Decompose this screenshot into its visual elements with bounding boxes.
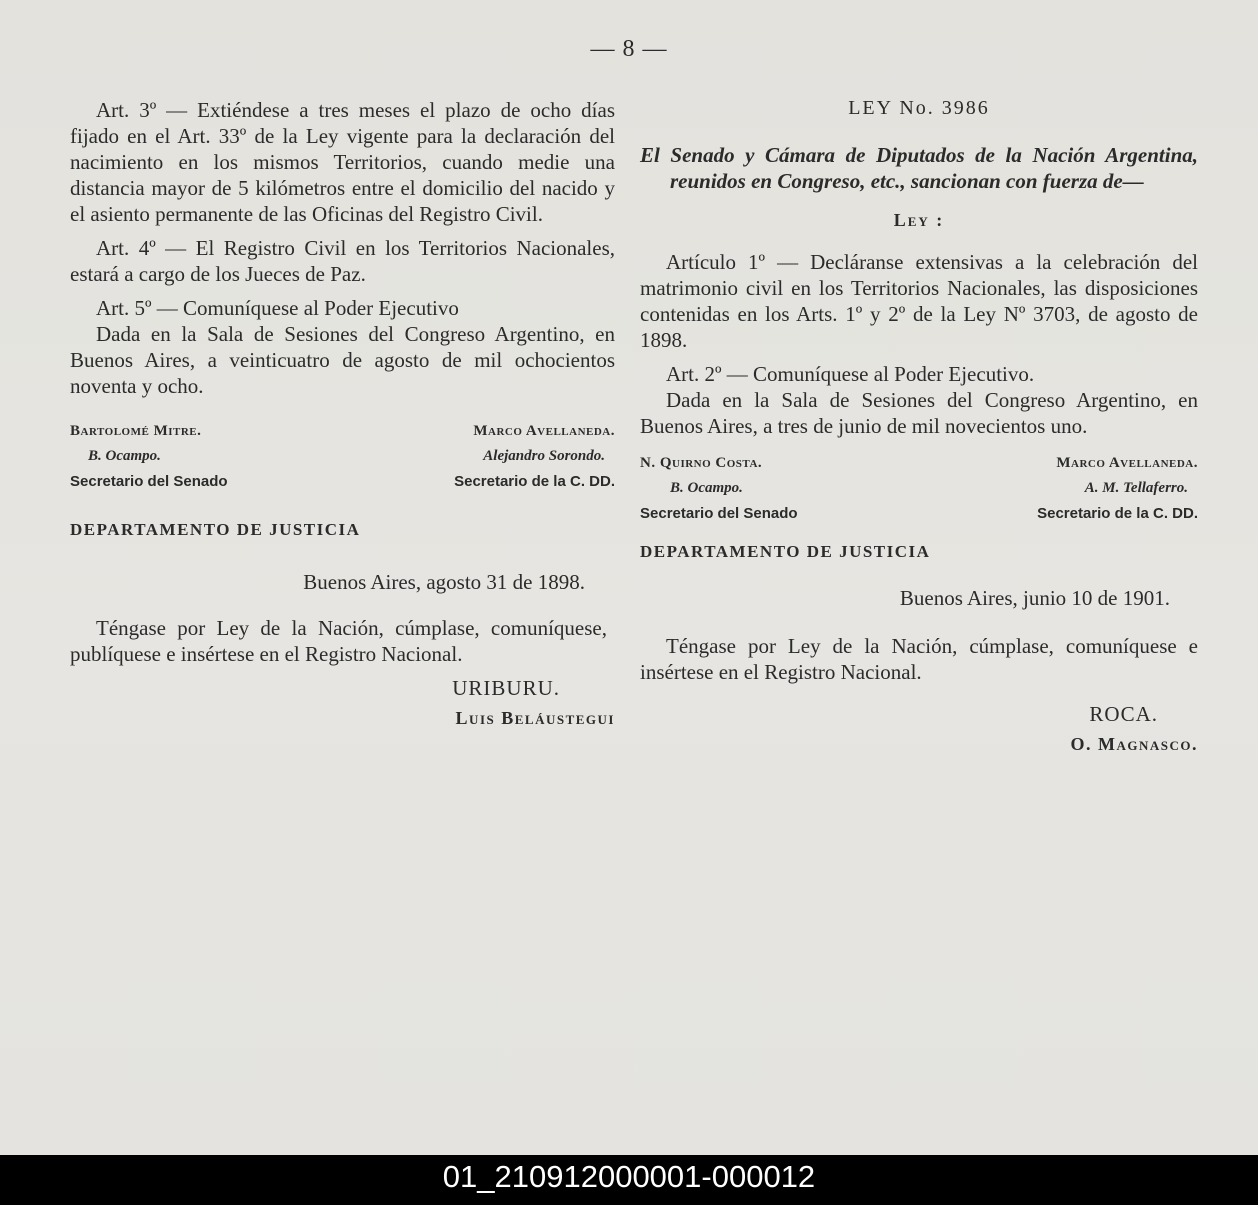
chamber-secretary: Alejandro Sorondo. [483, 448, 605, 464]
chamber-president: Marco Avellaneda. [1056, 455, 1198, 471]
department-heading: DEPARTAMENTO DE JUSTICIA [70, 520, 361, 539]
chamber-secretary-title: Secretario de la C. DD. [454, 473, 615, 490]
senate-secretary: B. Ocampo. [670, 480, 743, 496]
minister-signer: Luis Beláustegui [455, 708, 615, 728]
signature-block [70, 419, 615, 494]
signature-block [640, 451, 1198, 526]
chamber-secretary-title: Secretario de la C. DD. [1037, 505, 1198, 522]
page-number: — 8 — [590, 36, 668, 62]
article-3: Art. 3º — Extiéndese a tres meses el plazo de ocho días fijado en el Art. 33º de la Ley vigente para la declaración del nacimiento en los mismos Territorios, cuando medie una distancia mayor de 5 kilómetros entre el domicilio del nacido y el asiento permanente de las Oficinas del Registro Civil. [70, 98, 615, 226]
right-column [640, 97, 1198, 759]
left-column [70, 97, 615, 733]
senate-president: N. Quirno Costa. [640, 455, 763, 471]
senate-secretary-title: Secretario del Senado [70, 473, 228, 490]
article-4: Art. 4º — El Registro Civil en los Territorios Nacionales, estará a cargo de los Jueces de Paz. [70, 236, 615, 286]
article-2: Art. 2º — Comuníquese al Poder Ejecutivo. [666, 362, 1035, 386]
ley-heading: Ley : [893, 210, 945, 230]
decree-text: Téngase por Ley de la Nación, cúmplase, comuníquese, publíquese e insértese en el Registro Nacional. [70, 616, 607, 666]
senate-secretary-title: Secretario del Senado [640, 505, 798, 522]
decree-date: Buenos Aires, junio 10 de 1901. [899, 586, 1170, 610]
final-signatures [640, 699, 1198, 759]
senate-secretary: B. Ocampo. [88, 448, 161, 464]
image-id-footer: 01_210912000001-000012 [0, 1155, 1258, 1205]
decree-date: Buenos Aires, agosto 31 de 1898. [303, 570, 585, 594]
senate-president: Bartolomé Mitre. [70, 423, 202, 439]
law-title: LEY No. 3986 [848, 97, 990, 119]
department-heading: DEPARTAMENTO DE JUSTICIA [640, 542, 931, 561]
chamber-secretary: A. M. Tellaferro. [1084, 480, 1188, 496]
article-5: Art. 5º — Comuníquese al Poder Ejecutivo [96, 296, 459, 320]
executive-signer: ROCA. [1089, 702, 1158, 726]
article-1: Artículo 1º — Decláranse extensivas a la celebración del matrimonio civil en los Territorios Nacionales, las disposiciones contenidas en los Arts. 1º y 2º de la Ley Nº 3703, de agosto de 1898. [640, 250, 1198, 352]
dada-paragraph: Dada en la Sala de Sesiones del Congreso Argentino, en Buenos Aires, a veinticuatro de agosto de mil ochocientos noventa y ocho. [70, 322, 615, 398]
final-signatures [70, 673, 615, 733]
chamber-president: Marco Avellaneda. [473, 423, 615, 439]
dada-paragraph: Dada en la Sala de Sesiones del Congreso Argentino, en Buenos Aires, a tres de junio de mil novecientos uno. [640, 388, 1198, 438]
minister-signer: O. Magnasco. [1070, 734, 1198, 754]
preamble: El Senado y Cámara de Diputados de la Nación Argentina, reunidos en Congreso, etc., sancionan con fuerza de— [640, 143, 1198, 193]
executive-signer: URIBURU. [452, 676, 560, 700]
decree-text: Téngase por Ley de la Nación, cúmplase, comuníquese e insértese en el Registro Nacional. [640, 634, 1198, 684]
